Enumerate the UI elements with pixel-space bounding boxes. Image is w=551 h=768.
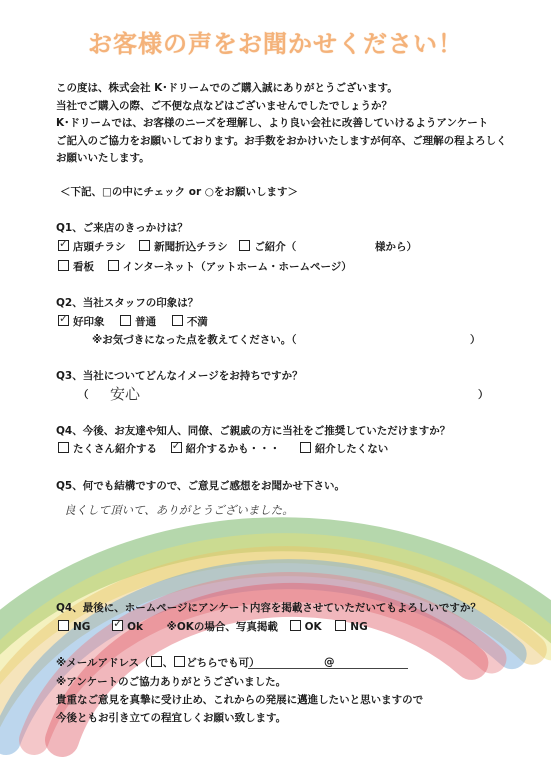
q1-question: Q1、ご来店のきっかけは？ [56,222,188,234]
checkbox-checked[interactable] [58,315,69,326]
email-separator: 、 [162,657,174,669]
checkbox[interactable] [300,442,311,453]
q3-open: （ [78,389,89,401]
intro-line: 当社でご購入の際、ご不便な点などはございませんでしたでしょうか？ [56,99,392,112]
checkbox[interactable] [290,620,301,631]
q1-option-newspaper[interactable] [137,240,228,255]
intro-paragraph [56,81,507,169]
q1-option-internet[interactable] [106,260,352,275]
email-label-row [56,656,260,671]
option-label: インターネット（アットホーム・ホームページ） [122,261,352,273]
q1-option-signboard[interactable] [56,260,94,275]
email-label: ※メールアドレス（ [56,657,150,669]
q4-option-maybe[interactable] [169,442,281,457]
email-label-tail: どちらでも可） [186,657,260,669]
q6-question: Q4、最後に、ホームページにアンケート内容を掲載させていただいてもよろしいですか？ [56,602,481,614]
q6-options [56,620,368,635]
q6-ok-note: ※OKの場合、写真掲載 [166,621,278,633]
checkbox[interactable] [120,315,131,326]
q1-option-referral[interactable] [237,240,296,255]
q2-option-normal[interactable] [118,315,156,330]
q6-photo-ng[interactable] [333,620,367,635]
q6-option-ng[interactable] [56,620,90,635]
option-label: NG [73,621,91,633]
pc-icon [151,656,162,667]
option-label: 不満 [186,316,208,328]
option-label: 新聞折込チラシ [154,241,228,253]
intro-line: お願いいたします。 [56,152,150,164]
q3-question: Q3、当社についてどんなイメージをお持ちですか？ [56,370,303,382]
q4-option-many[interactable] [56,442,157,457]
checkbox[interactable] [139,240,150,251]
q2-question: Q2、当社スタッフの印象は？ [56,297,199,309]
checkbox[interactable] [58,260,69,271]
intro-line: この度は、株式会社 K･ドリームでのご購入誠にありがとうございます。 [56,82,398,94]
checkbox[interactable] [58,442,69,453]
page-title: お客様の声をお聞かせください！ [88,30,463,58]
q1-options-row2 [56,260,352,275]
mobile-icon [174,656,185,667]
q6-option-ok[interactable] [110,620,143,635]
checkbox-checked[interactable] [112,620,123,631]
checkbox-checked[interactable] [171,442,182,453]
closing-line: 今後ともお引き立ての程宜しくお願い致します。 [56,712,287,724]
checkbox[interactable] [239,240,250,251]
q4-options [56,442,388,457]
q1-option-flyer[interactable] [56,240,126,255]
q4-question: Q4、今後、お友達や知人、同僚、ご親戚の方に当社をご推奨していただけますか？ [56,425,451,437]
q3-handwritten-answer: 安心 [110,385,141,403]
option-label: NG [350,621,368,633]
q2-note-open: ※お気づきになった点を教えてください。（ [92,334,297,346]
option-label: 好印象 [73,316,105,328]
checkbox[interactable] [172,315,183,326]
email-at: @ [324,656,335,668]
thanks-line: ※アンケートのご協力ありがとうございました。 [56,676,287,688]
closing-line: 貴重なご意見を真摯に受け止め、これからの発展に邁進したいと思いますので [56,694,424,706]
q3-close: ） [478,389,489,401]
option-label: たくさん紹介する [73,443,157,455]
q2-option-dissatisfied[interactable] [170,315,208,330]
q5-question: Q5、何でも結構ですので、ご意見ご感想をお聞かせ下さい。 [56,480,346,492]
checkbox-checked[interactable] [58,240,69,251]
instructions: ＜下記、□の中にチェック or ○をお願いします＞ [60,186,298,198]
q5-handwritten-answer: 良くして頂いて、ありがとうございました。 [64,503,294,517]
q6-photo-ok[interactable] [288,620,322,635]
q1-options-row1 [56,240,296,255]
option-label: 店頭チラシ [73,241,126,253]
option-label: 普通 [135,316,157,328]
checkbox[interactable] [335,620,346,631]
option-label: 紹介するかも・・・ [185,443,281,455]
option-label: 紹介したくない [314,443,389,455]
intro-line: ご記入のご協力をお願いしております。お手数をおかけいたしますが何卒、ご理解の程よろしく [56,134,507,147]
q2-option-good[interactable] [56,315,105,330]
option-label: 看板 [73,261,94,273]
q2-options [56,315,208,330]
q4-option-no[interactable] [298,442,389,457]
option-label: OK [304,621,322,633]
checkbox[interactable] [58,620,69,631]
option-label: ご紹介（ [254,241,297,253]
option-label: Ok [127,621,143,633]
q2-note-close: ） [470,334,481,346]
intro-line: K･ドリームでは、お客様のニーズを理解し、より良い会社に改善していけるようアンケート [56,117,489,129]
checkbox[interactable] [108,260,119,271]
q1-referral-suffix: 様から） [375,241,417,253]
